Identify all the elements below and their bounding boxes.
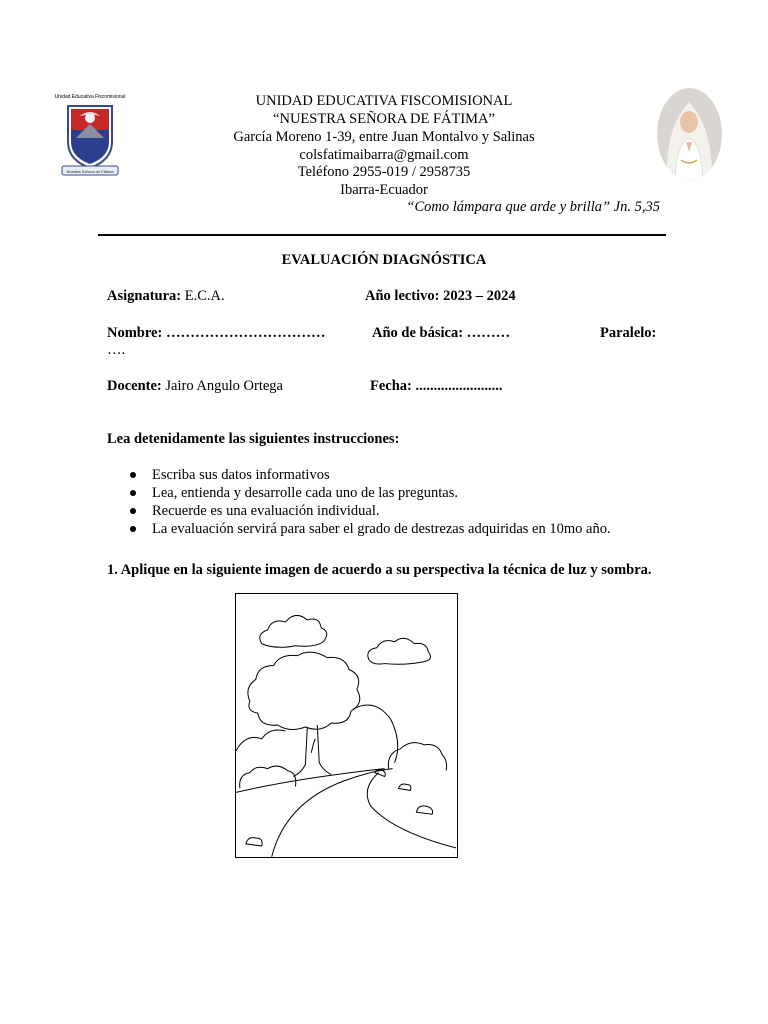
svg-text:Nuestra Señora de Fátima: Nuestra Señora de Fátima	[66, 169, 114, 174]
fecha-field	[370, 378, 503, 395]
list-item: La evaluación servirá para saber el grado de destrezas adquiridas en 10mo año.	[130, 520, 611, 538]
school-email: colsfatimaibarra@gmail.com	[299, 147, 469, 163]
anio-basica-label: Año de básica:	[372, 325, 464, 341]
bullet-icon	[130, 490, 136, 496]
school-motto: “Como lámpara que arde y brilla” Jn. 5,35	[406, 199, 660, 215]
nombre-label: Nombre:	[107, 325, 163, 341]
school-phone: Teléfono 2955-019 / 2958735	[297, 164, 471, 180]
fecha-label: Fecha:	[370, 378, 412, 394]
fecha-dots: ........................	[415, 378, 503, 394]
bullet-icon	[130, 472, 136, 478]
nombre-dots-continuation: ….	[107, 342, 126, 358]
anio-basica-field	[372, 325, 510, 342]
docente-value: Jairo Angulo Ortega	[165, 378, 283, 394]
docente-field	[107, 378, 283, 395]
bullet-icon	[130, 508, 136, 514]
school-city: Ibarra-Ecuador	[340, 182, 428, 198]
document-title: EVALUACIÓN DIAGNÓSTICA	[281, 252, 487, 268]
list-item: Escriba sus datos informativos	[130, 466, 611, 484]
anio-lectivo-label: Año lectivo: 2023 – 2024	[365, 288, 516, 304]
nombre-dots: ……………………………	[165, 325, 326, 341]
anio-lectivo-field	[365, 288, 516, 305]
list-item: Recuerde es una evaluación individual.	[130, 502, 611, 520]
school-type: UNIDAD EDUCATIVA FISCOMISIONAL	[255, 93, 513, 109]
school-address: García Moreno 1-39, entre Juan Montalvo y Salinas	[233, 129, 535, 145]
paralelo-field	[600, 325, 656, 342]
logo-caption: Unidad Educativa Fiscomisional	[54, 94, 126, 100]
bullet-icon	[130, 526, 136, 532]
nombre-field	[107, 325, 325, 342]
list-item: Lea, entienda y desarrolle cada uno de las preguntas.	[130, 484, 611, 502]
anio-basica-dots: ………	[466, 325, 511, 341]
landscape-drawing	[235, 593, 458, 858]
asignatura-value: E.C.A.	[184, 288, 225, 304]
question-1: 1. Aplique en la siguiente imagen de acuerdo a su perspectiva la técnica de luz y sombra.	[107, 562, 652, 578]
instructions-list	[130, 466, 611, 538]
paralelo-label: Paralelo:	[600, 325, 657, 341]
asignatura-field	[107, 288, 225, 305]
instructions-heading: Lea detenidamente las siguientes instrucciones:	[107, 431, 400, 447]
docente-label: Docente:	[107, 378, 162, 394]
header-divider	[98, 234, 666, 236]
school-name: “NUESTRA SEÑORA DE FÁTIMA”	[273, 111, 495, 127]
asignatura-label: Asignatura:	[107, 288, 182, 304]
